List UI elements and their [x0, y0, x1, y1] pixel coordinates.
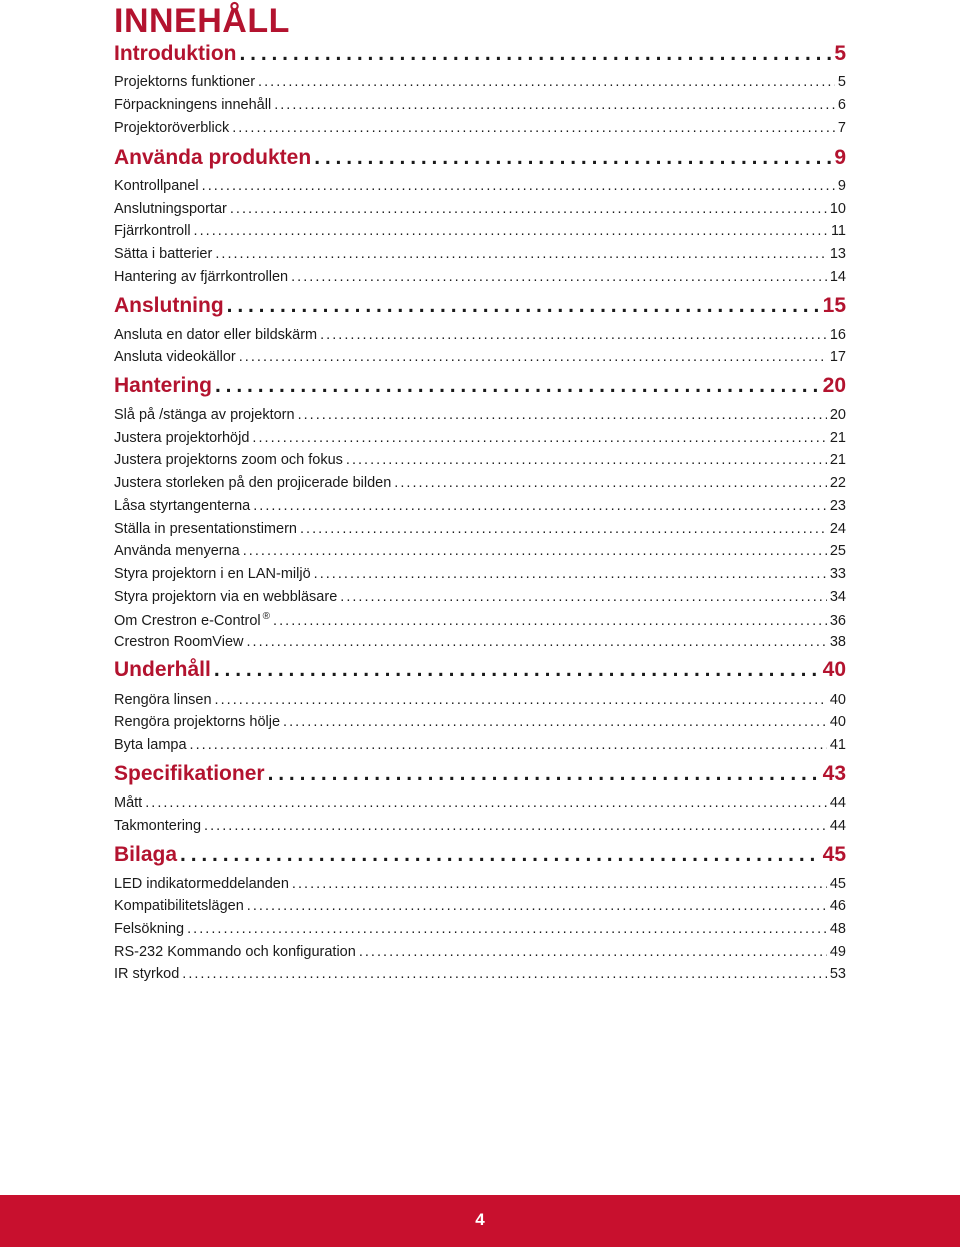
- toc-leader-dots: [283, 714, 827, 730]
- toc-item-page: 36: [829, 612, 846, 629]
- toc-leader-dots: [227, 294, 820, 318]
- toc-item[interactable]: [114, 120, 846, 136]
- toc-leader-dots: [346, 452, 827, 468]
- toc-leader-dots: [359, 944, 827, 960]
- toc-section-heading[interactable]: [114, 843, 846, 867]
- toc-leader-dots: [239, 42, 831, 66]
- toc-item-label: Styra projektorn i en LAN-miljö: [114, 566, 311, 582]
- toc-section-heading[interactable]: [114, 42, 846, 66]
- toc-item[interactable]: [114, 589, 846, 605]
- toc-item-page: 14: [829, 269, 846, 285]
- toc-section-page: 9: [834, 146, 846, 169]
- toc-leader-dots: [243, 543, 827, 559]
- toc-leader-dots: [187, 921, 827, 937]
- toc-item-label: LED indikatormeddelanden: [114, 876, 289, 892]
- toc-leader-dots: [298, 407, 827, 423]
- toc-item-label: Fjärrkontroll: [114, 223, 191, 239]
- toc-item-label: Sätta i batterier: [114, 246, 213, 262]
- toc-section-heading[interactable]: [114, 374, 846, 398]
- toc-item-page: 22: [829, 475, 846, 491]
- toc-item-label: Justera storleken på den projicerade bilden: [114, 475, 392, 491]
- toc-item-page: 13: [829, 246, 846, 262]
- toc-item-page: 21: [829, 452, 846, 468]
- toc-item-label: Byta lampa: [114, 737, 187, 753]
- toc-item[interactable]: [114, 521, 846, 537]
- toc-item-label: Rengöra projektorns hölje: [114, 714, 281, 730]
- toc-item-page: 24: [829, 521, 846, 537]
- toc-leader-dots: [314, 146, 831, 170]
- toc-leader-dots: [194, 223, 828, 239]
- toc-item-page: 38: [829, 634, 846, 650]
- toc-item-page: 6: [837, 97, 846, 113]
- toc-item-label: Crestron RoomView: [114, 634, 244, 650]
- toc-leader-dots: [291, 269, 827, 285]
- toc-item[interactable]: [114, 944, 846, 960]
- toc-item-page: 17: [829, 349, 846, 365]
- toc-section-page: 40: [822, 658, 846, 681]
- toc-leader-dots: [268, 762, 820, 786]
- toc-item[interactable]: [114, 407, 846, 423]
- toc-item-label: Kompatibilitetslägen: [114, 898, 244, 914]
- toc-leader-dots: [239, 349, 827, 365]
- toc-item-page: 9: [837, 178, 846, 194]
- toc-item-page: 11: [830, 223, 846, 239]
- toc-item[interactable]: [114, 223, 846, 239]
- toc-item-page: 41: [829, 737, 846, 753]
- toc-item-page: 10: [829, 201, 846, 217]
- toc-item-label: Felsökning: [114, 921, 185, 937]
- toc-leader-dots: [215, 692, 827, 708]
- toc-item-page: 40: [829, 692, 846, 708]
- toc-item[interactable]: [114, 543, 846, 559]
- toc-item-page: 33: [829, 566, 846, 582]
- toc-leader-dots: [394, 475, 827, 491]
- page-number: 4: [475, 1210, 485, 1229]
- toc-item[interactable]: [114, 714, 846, 730]
- toc-item-page: 34: [829, 589, 846, 605]
- toc-item-label: IR styrkod: [114, 966, 180, 982]
- toc-section-title: Använda produkten: [114, 146, 312, 169]
- toc-item-label: Slå på /stänga av projektorn: [114, 407, 295, 423]
- toc-item[interactable]: [114, 269, 846, 285]
- toc-item-page: 20: [829, 407, 846, 423]
- toc-item[interactable]: [114, 876, 846, 892]
- toc-item-page: 21: [829, 430, 846, 446]
- toc-leader-dots: [180, 843, 820, 867]
- toc-item[interactable]: [114, 349, 846, 365]
- toc-item-label: Förpackningens innehåll: [114, 97, 272, 113]
- toc-leader-dots: [202, 178, 835, 194]
- toc-section-page: 45: [822, 843, 846, 866]
- toc-item-label: Hantering av fjärrkontrollen: [114, 269, 289, 285]
- toc-item-label: Ansluta videokällor: [114, 349, 236, 365]
- toc-item[interactable]: [114, 201, 846, 217]
- toc-leader-dots: [145, 795, 827, 811]
- toc-leader-dots: [340, 589, 827, 605]
- toc-item-label: Projektorns funktioner: [114, 74, 256, 90]
- toc-item[interactable]: [114, 566, 846, 582]
- toc-section-heading[interactable]: [114, 658, 846, 682]
- toc-item-label: Rengöra linsen: [114, 692, 212, 708]
- toc-item-label: RS-232 Kommando och konfiguration: [114, 944, 356, 960]
- toc-item[interactable]: [114, 818, 846, 834]
- toc-item-label: Ställa in presentationstimern: [114, 521, 297, 537]
- toc-item[interactable]: [114, 634, 846, 650]
- registered-mark: ®: [262, 611, 271, 622]
- toc-item-label: Projektoröverblick: [114, 120, 230, 136]
- toc-item-label: Om Crestron e-Control ®: [114, 611, 271, 629]
- toc-leader-dots: [246, 634, 826, 650]
- toc-item-page: 16: [829, 327, 846, 343]
- toc-leader-dots: [215, 374, 820, 398]
- toc-item[interactable]: [114, 430, 846, 446]
- toc-item-label: Justera projektorhöjd: [114, 430, 250, 446]
- toc-leader-dots: [204, 818, 827, 834]
- toc-leader-dots: [182, 966, 827, 982]
- toc-item-label: Kontrollpanel: [114, 178, 199, 194]
- toc-leader-dots: [230, 201, 827, 217]
- toc-item[interactable]: [114, 611, 846, 629]
- toc-leader-dots: [190, 737, 827, 753]
- toc-leader-dots: [247, 898, 827, 914]
- toc-item-page: 7: [837, 120, 846, 136]
- toc-section-title: Introduktion: [114, 42, 237, 65]
- toc-leader-dots: [320, 327, 827, 343]
- toc-item[interactable]: [114, 921, 846, 937]
- toc-item[interactable]: [114, 327, 846, 343]
- toc-leader-dots: [252, 430, 826, 446]
- toc-leader-dots: [232, 120, 835, 136]
- toc-leader-dots: [300, 521, 827, 537]
- toc-leader-dots: [214, 658, 820, 682]
- toc-leader-dots: [258, 74, 835, 90]
- toc-item-page: 5: [837, 74, 846, 90]
- toc-item-page: 40: [829, 714, 846, 730]
- toc-item[interactable]: [114, 452, 846, 468]
- toc-section-title: Hantering: [114, 374, 213, 397]
- toc-leader-dots: [314, 566, 827, 582]
- toc-item-page: 48: [829, 921, 846, 937]
- toc-item-page: 46: [829, 898, 846, 914]
- toc-section-title: Bilaga: [114, 843, 178, 866]
- toc-item-page: 23: [829, 498, 846, 514]
- page-title: INNEHÅLL: [114, 2, 290, 40]
- toc-section-title: Anslutning: [114, 294, 224, 317]
- toc-item-page: 45: [829, 876, 846, 892]
- toc-item-label: Anslutningsportar: [114, 201, 227, 217]
- toc-item[interactable]: [114, 475, 846, 491]
- toc-item-page: 49: [829, 944, 846, 960]
- toc-item-page: 44: [829, 795, 846, 811]
- toc-item-page: 44: [829, 818, 846, 834]
- toc-item[interactable]: [114, 178, 846, 194]
- toc-item[interactable]: [114, 246, 846, 262]
- toc-leader-dots: [274, 97, 835, 113]
- toc-item[interactable]: [114, 692, 846, 708]
- toc-section-page: 15: [822, 294, 846, 317]
- toc-item[interactable]: [114, 966, 846, 982]
- toc-item[interactable]: [114, 898, 846, 914]
- toc-item[interactable]: [114, 737, 846, 753]
- toc-item-label: Använda menyerna: [114, 543, 240, 559]
- toc-item[interactable]: [114, 498, 846, 514]
- toc-section-page: 20: [822, 374, 846, 397]
- toc-section-page: 43: [822, 762, 846, 785]
- toc-item-label: Ansluta en dator eller bildskärm: [114, 327, 318, 343]
- toc-item[interactable]: [114, 795, 846, 811]
- toc-item-label: Justera projektorns zoom och fokus: [114, 452, 343, 468]
- toc-leader-dots: [253, 498, 827, 514]
- toc-section-page: 5: [834, 42, 846, 65]
- toc-leader-dots: [292, 876, 827, 892]
- toc-item-page: 25: [829, 543, 846, 559]
- toc-item[interactable]: [114, 74, 846, 90]
- toc-leader-dots: [215, 246, 827, 262]
- toc-section-title: Underhåll: [114, 658, 211, 681]
- toc-item-label: Mått: [114, 795, 143, 811]
- toc-leader-dots: [273, 613, 827, 629]
- toc-item-label: Takmontering: [114, 818, 202, 834]
- toc-item-label: Styra projektorn via en webbläsare: [114, 589, 338, 605]
- toc-item[interactable]: [114, 97, 846, 113]
- toc-section-heading[interactable]: [114, 294, 846, 318]
- toc-section-heading[interactable]: [114, 762, 846, 786]
- toc-section-title: Specifikationer: [114, 762, 265, 785]
- toc-item-page: 53: [829, 966, 846, 982]
- toc-item-label: Låsa styrtangenterna: [114, 498, 251, 514]
- toc-section-heading[interactable]: [114, 146, 846, 170]
